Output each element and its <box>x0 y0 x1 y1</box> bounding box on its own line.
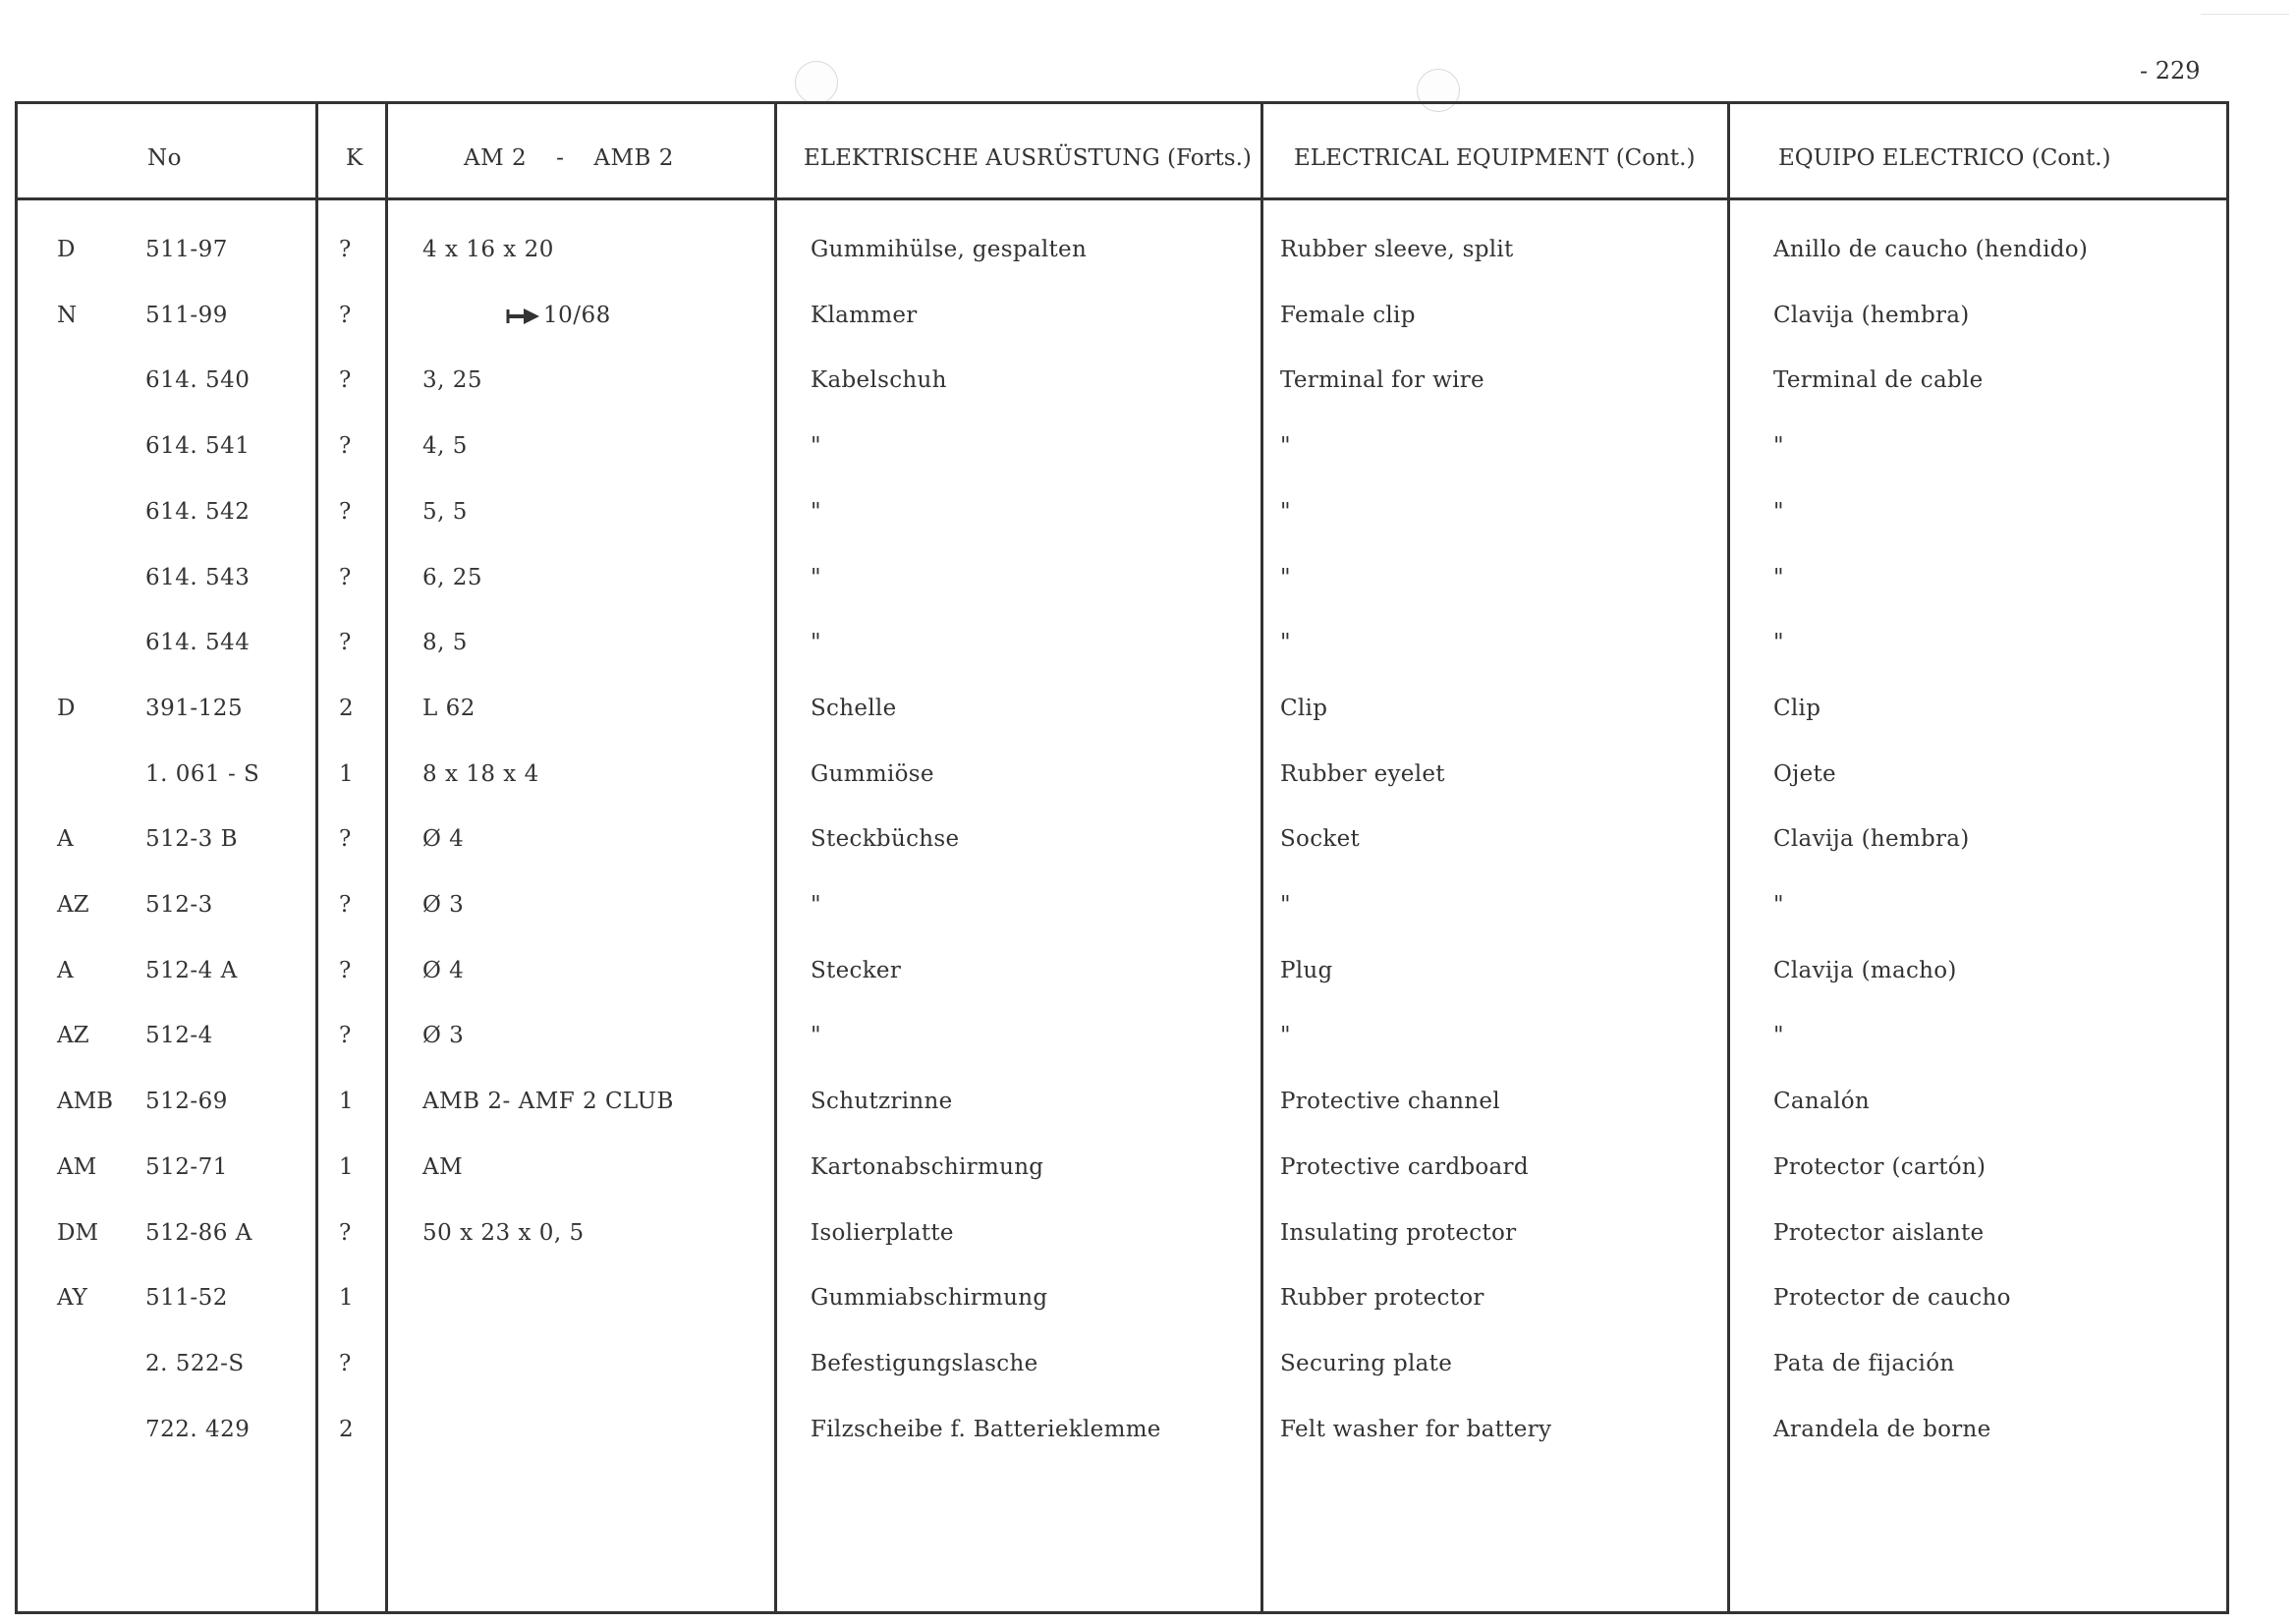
part-name-spanish: Canalón <box>1773 1089 1870 1115</box>
part-number: 1. 061 - S <box>145 760 260 787</box>
part-number: 512-4 <box>145 1023 213 1049</box>
part-number: 511-52 <box>145 1285 228 1312</box>
part-name-spanish: Protector (cartón) <box>1773 1153 1987 1180</box>
part-spec: 5, 5 <box>422 498 468 525</box>
part-name-german: Filzscheibe f. Batterieklemme <box>811 1416 1161 1442</box>
table-row <box>0 565 2296 604</box>
part-quantity-code: ? <box>339 1023 352 1049</box>
part-number: 512-3 <box>145 892 213 918</box>
part-name-spanish: Pata de fijación <box>1773 1350 1955 1376</box>
part-prefix: A <box>57 957 74 983</box>
part-number: 511-97 <box>145 237 228 262</box>
header-german: ELEKTRISCHE AUSRÜSTUNG (Forts.) <box>804 145 1252 171</box>
part-name-spanish: Terminal de cable <box>1773 367 1984 394</box>
part-name-english: Rubber eyelet <box>1280 760 1445 787</box>
part-spec: Ø 4 <box>422 826 465 853</box>
part-quantity-code: 1 <box>339 1153 354 1180</box>
header-divider <box>15 197 2229 200</box>
part-quantity-code: ? <box>339 892 352 918</box>
part-spec: Ø 4 <box>422 957 465 983</box>
part-name-german: Befestigungslasche <box>811 1350 1038 1376</box>
part-prefix: AY <box>57 1285 87 1312</box>
table-row <box>0 1351 2296 1390</box>
part-number: 722. 429 <box>145 1416 251 1442</box>
part-name-english: Protective cardboard <box>1280 1153 1529 1180</box>
part-name-english: Plug <box>1280 957 1333 983</box>
part-quantity-code: ? <box>339 433 352 460</box>
part-prefix: AZ <box>57 1023 89 1049</box>
part-name-german: Isolierplatte <box>811 1219 954 1246</box>
table-row <box>0 826 2296 866</box>
arrow-right-icon <box>506 307 541 326</box>
header-english: ELECTRICAL EQUIPMENT (Cont.) <box>1294 145 1696 171</box>
table-row <box>0 367 2296 407</box>
table-row <box>0 499 2296 538</box>
page-number: - 229 <box>2140 57 2201 84</box>
table-row <box>0 696 2296 735</box>
part-spec: Ø 3 <box>422 892 465 918</box>
part-quantity-code: ? <box>339 1219 352 1246</box>
part-name-spanish: Arandela de borne <box>1773 1416 1991 1442</box>
part-name-spanish: Ojete <box>1773 760 1836 787</box>
part-quantity-code: 1 <box>339 1285 354 1312</box>
table-row <box>0 433 2296 473</box>
table-row <box>0 892 2296 931</box>
part-name-english: " <box>1280 433 1291 460</box>
part-quantity-code: 2 <box>339 695 354 721</box>
part-name-german: " <box>811 630 821 656</box>
part-number: 614. 544 <box>145 630 251 656</box>
part-name-spanish: Protector aislante <box>1773 1219 1985 1246</box>
part-name-german: Gummihülse, gespalten <box>811 237 1088 262</box>
part-spec: Ø 3 <box>422 1023 465 1049</box>
part-name-german: Schelle <box>811 695 897 721</box>
part-number: 614. 540 <box>145 367 251 394</box>
header-model-a: AM 2 <box>464 145 528 171</box>
part-name-english: Rubber sleeve, split <box>1280 237 1514 262</box>
header-spanish: EQUIPO ELECTRICO (Cont.) <box>1778 145 2111 171</box>
part-spec: 6, 25 <box>422 564 483 590</box>
part-name-german: Kartonabschirmung <box>811 1153 1044 1180</box>
part-name-english: " <box>1280 1023 1291 1049</box>
part-quantity-code: ? <box>339 564 352 590</box>
part-spec: 4 x 16 x 20 <box>422 237 554 262</box>
part-spec: AM <box>422 1153 464 1180</box>
part-quantity-code: ? <box>339 630 352 656</box>
part-number: 512-71 <box>145 1153 228 1180</box>
header-model-b: AMB 2 <box>593 145 674 171</box>
part-spec <box>506 303 611 328</box>
part-number: 614. 543 <box>145 564 251 590</box>
table-row <box>0 1023 2296 1062</box>
part-name-spanish: Protector de caucho <box>1773 1285 2011 1312</box>
part-name-spanish: " <box>1773 630 1784 656</box>
table-row <box>0 303 2296 342</box>
part-spec: 8 x 18 x 4 <box>422 760 539 787</box>
part-quantity-code: ? <box>339 367 352 394</box>
part-name-german: " <box>811 564 821 590</box>
table-row <box>0 1220 2296 1260</box>
part-name-german: " <box>811 892 821 918</box>
table-row <box>0 1154 2296 1194</box>
part-name-german: Kabelschuh <box>811 367 947 394</box>
part-name-german: " <box>811 1023 821 1049</box>
part-spec: 50 x 23 x 0, 5 <box>422 1219 585 1246</box>
part-name-english: " <box>1280 564 1291 590</box>
part-spec: L 62 <box>422 695 476 721</box>
part-prefix: D <box>57 695 76 721</box>
part-name-german: Stecker <box>811 957 902 983</box>
table-row <box>0 237 2296 276</box>
part-name-english: Clip <box>1280 695 1328 721</box>
part-name-spanish: Clavija (macho) <box>1773 957 1957 983</box>
part-quantity-code: ? <box>339 826 352 853</box>
part-name-english: Protective channel <box>1280 1089 1500 1115</box>
part-quantity-code: 1 <box>339 1089 354 1115</box>
part-spec: 4, 5 <box>422 433 468 460</box>
part-name-spanish: Clavija (hembra) <box>1773 302 1970 328</box>
part-name-spanish: Clavija (hembra) <box>1773 826 1970 853</box>
part-name-spanish: " <box>1773 433 1784 460</box>
part-name-spanish: " <box>1773 892 1784 918</box>
part-name-english: Female clip <box>1280 302 1416 328</box>
part-quantity-code: 1 <box>339 760 354 787</box>
part-number: 391-125 <box>145 695 244 721</box>
part-number: 512-86 A <box>145 1219 252 1246</box>
part-name-german: Gummiöse <box>811 760 934 787</box>
part-quantity-code: ? <box>339 498 352 525</box>
part-name-spanish: " <box>1773 1023 1784 1049</box>
part-quantity-code: ? <box>339 302 352 328</box>
part-quantity-code: ? <box>339 1350 352 1376</box>
table-row <box>0 630 2296 669</box>
table-row <box>0 1285 2296 1324</box>
part-quantity-code: ? <box>339 957 352 983</box>
part-prefix: DM <box>57 1219 98 1246</box>
part-prefix: AM <box>57 1153 97 1180</box>
part-name-english: Securing plate <box>1280 1350 1453 1376</box>
part-name-english: Rubber protector <box>1280 1285 1484 1312</box>
part-number: 614. 542 <box>145 498 251 525</box>
part-number: 614. 541 <box>145 433 251 460</box>
header-model-separator: - <box>556 145 565 171</box>
part-number: 512-3 B <box>145 826 239 853</box>
part-name-spanish: Clip <box>1773 695 1821 721</box>
part-name-english: Felt washer for battery <box>1280 1416 1552 1442</box>
part-quantity-code: 2 <box>339 1416 354 1442</box>
table-row <box>0 958 2296 997</box>
part-spec: AMB 2- AMF 2 CLUB <box>422 1089 674 1115</box>
part-number: 511-99 <box>145 302 228 328</box>
header-k: K <box>346 145 364 171</box>
part-name-german: Gummiabschirmung <box>811 1285 1048 1312</box>
part-spec: 3, 25 <box>422 367 483 394</box>
part-name-german: Klammer <box>811 302 918 328</box>
part-number: 512-69 <box>145 1089 228 1115</box>
part-name-german: Schutzrinne <box>811 1089 953 1115</box>
part-name-spanish: Anillo de caucho (hendido) <box>1773 237 2089 262</box>
part-name-german: " <box>811 498 821 525</box>
header-no: No <box>147 145 182 171</box>
part-quantity-code: ? <box>339 237 352 262</box>
part-name-english: " <box>1280 630 1291 656</box>
table-row <box>0 761 2296 801</box>
part-name-german: Steckbüchse <box>811 826 960 853</box>
part-prefix: A <box>57 826 74 853</box>
part-name-spanish: " <box>1773 498 1784 525</box>
part-name-english: Socket <box>1280 826 1361 853</box>
header-model <box>464 145 674 171</box>
part-prefix: AZ <box>57 892 89 918</box>
part-prefix: D <box>57 237 76 262</box>
part-name-german: " <box>811 433 821 460</box>
part-number: 512-4 A <box>145 957 238 983</box>
part-spec: 8, 5 <box>422 630 468 656</box>
part-prefix: N <box>57 302 78 328</box>
part-number: 2. 522-S <box>145 1350 245 1376</box>
scan-artifact-line <box>2201 14 2289 15</box>
table-row <box>0 1417 2296 1456</box>
part-name-english: Insulating protector <box>1280 1219 1517 1246</box>
part-name-english: " <box>1280 498 1291 525</box>
table-row <box>0 1089 2296 1128</box>
punch-hole <box>795 61 838 104</box>
part-name-english: Terminal for wire <box>1280 367 1484 394</box>
part-prefix: AMB <box>57 1089 114 1115</box>
part-spec-text: 10/68 <box>543 302 611 328</box>
part-name-english: " <box>1280 892 1291 918</box>
part-name-spanish: " <box>1773 564 1784 590</box>
